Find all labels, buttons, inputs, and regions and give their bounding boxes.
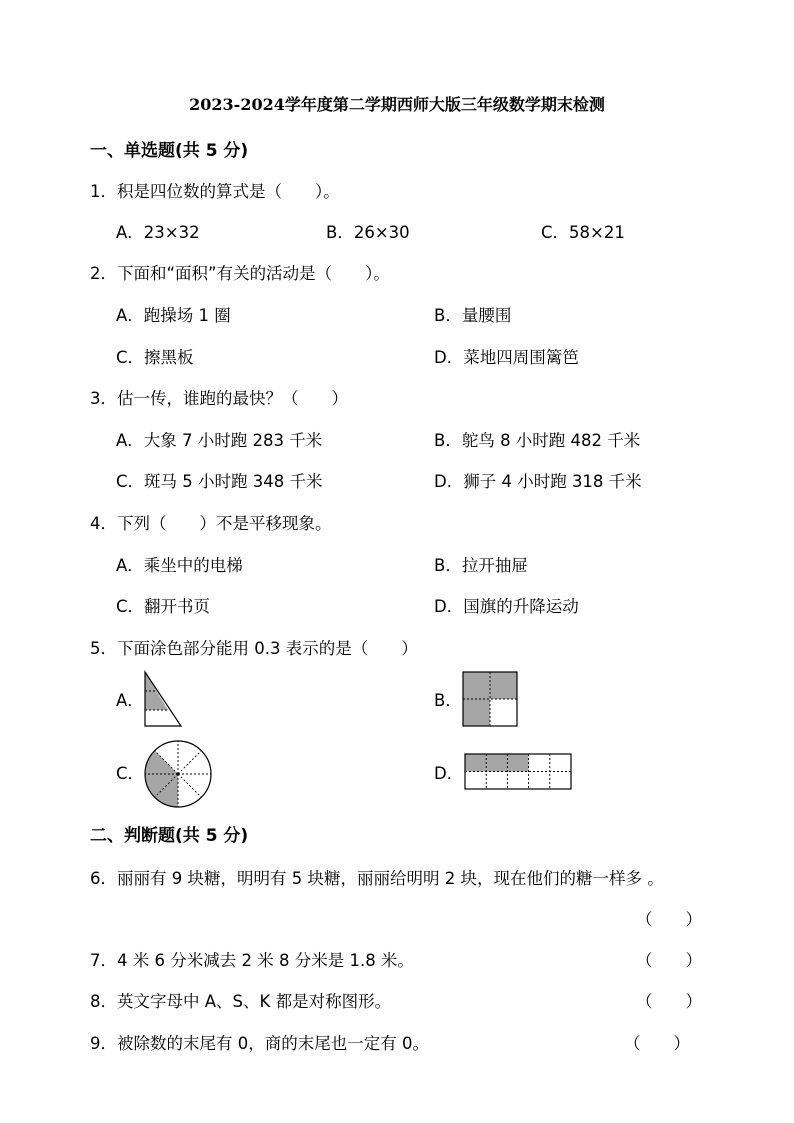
page-title: 2023-2024学年度第二学期西师大版三年级数学期末检测 bbox=[189, 95, 605, 114]
question-4-option-c[interactable]: C．翻开书页 bbox=[116, 597, 211, 616]
question-5-option-d[interactable]: D． bbox=[434, 764, 464, 783]
question-3-option-d[interactable]: D．狮子 4 小时跑 318 千米 bbox=[434, 472, 642, 491]
question-3-option-b[interactable]: B．鸵鸟 8 小时跑 482 千米 bbox=[434, 431, 641, 450]
question-1-stem: 1．积是四位数的算式是（ ）。 bbox=[90, 182, 340, 201]
question-3-option-c[interactable]: C．斑马 5 小时跑 348 千米 bbox=[116, 472, 323, 491]
question-2-option-b[interactable]: B．量腰围 bbox=[434, 306, 512, 325]
question-2-stem: 2．下面和“面积”有关的活动是（ ）。 bbox=[90, 264, 390, 283]
question-4-option-b[interactable]: B．拉开抽屉 bbox=[434, 556, 528, 575]
figure-c-circle bbox=[142, 738, 214, 810]
question-5-option-c[interactable]: C． bbox=[116, 764, 145, 783]
figure-a-triangle bbox=[140, 670, 186, 730]
section-heading-single-choice: 一、单选题(共 5 分) bbox=[90, 141, 249, 161]
circle-shaded-sector bbox=[145, 751, 178, 774]
question-5-stem: 5．下面涂色部分能用 0.3 表示的是（ ） bbox=[90, 639, 418, 658]
circle-divider-line bbox=[178, 774, 201, 797]
question-8-stem: 8．英文字母中 A、S、K 都是对称图形。 bbox=[90, 992, 392, 1011]
question-7-stem: 7．4 米 6 分米减去 2 米 8 分米是 1.8 米。 bbox=[90, 951, 414, 970]
question-6-answer-paren[interactable]: （ ） bbox=[636, 910, 702, 929]
question-3-option-a[interactable]: A．大象 7 小时跑 283 千米 bbox=[116, 431, 323, 450]
question-4-stem: 4．下列（ ）不是平移现象。 bbox=[90, 514, 332, 533]
question-9-answer-paren[interactable]: （ ） bbox=[624, 1034, 690, 1053]
figure-b-square bbox=[462, 671, 518, 727]
question-1-option-c[interactable]: C．58×21 bbox=[541, 223, 625, 242]
question-5-option-a[interactable]: A． bbox=[116, 691, 144, 710]
question-5-option-b[interactable]: B． bbox=[434, 691, 462, 710]
question-9-stem: 9．被除数的末尾有 0，商的末尾也一定有 0。 bbox=[90, 1034, 429, 1053]
question-6-stem: 6．丽丽有 9 块糖，明明有 5 块糖，丽丽给明明 2 块，现在他们的糖一样多 。 bbox=[90, 869, 664, 888]
strip-shaded-cell bbox=[507, 754, 528, 772]
strip-shaded-cell bbox=[486, 754, 507, 772]
question-4-option-a[interactable]: A．乘坐中的电梯 bbox=[116, 556, 243, 575]
question-7-answer-paren[interactable]: （ ） bbox=[636, 951, 702, 970]
section-heading-true-false: 二、判断题(共 5 分) bbox=[90, 826, 249, 846]
question-2-option-a[interactable]: A．跑操场 1 圈 bbox=[116, 306, 231, 325]
strip-shaded-cell bbox=[465, 754, 486, 772]
question-3-stem: 3．估一传，谁跑的最快？（ ） bbox=[90, 389, 348, 408]
figure-d-strip bbox=[464, 753, 574, 791]
circle-divider-line bbox=[178, 751, 201, 774]
question-4-option-d[interactable]: D．国旗的升降运动 bbox=[434, 597, 579, 616]
question-8-answer-paren[interactable]: （ ） bbox=[636, 992, 702, 1011]
question-1-option-a[interactable]: A．23×32 bbox=[116, 223, 200, 242]
question-1-option-b[interactable]: B．26×30 bbox=[326, 223, 410, 242]
question-2-option-d[interactable]: D．菜地四周围篱笆 bbox=[434, 348, 579, 367]
question-2-option-c[interactable]: C．擦黑板 bbox=[116, 348, 194, 367]
